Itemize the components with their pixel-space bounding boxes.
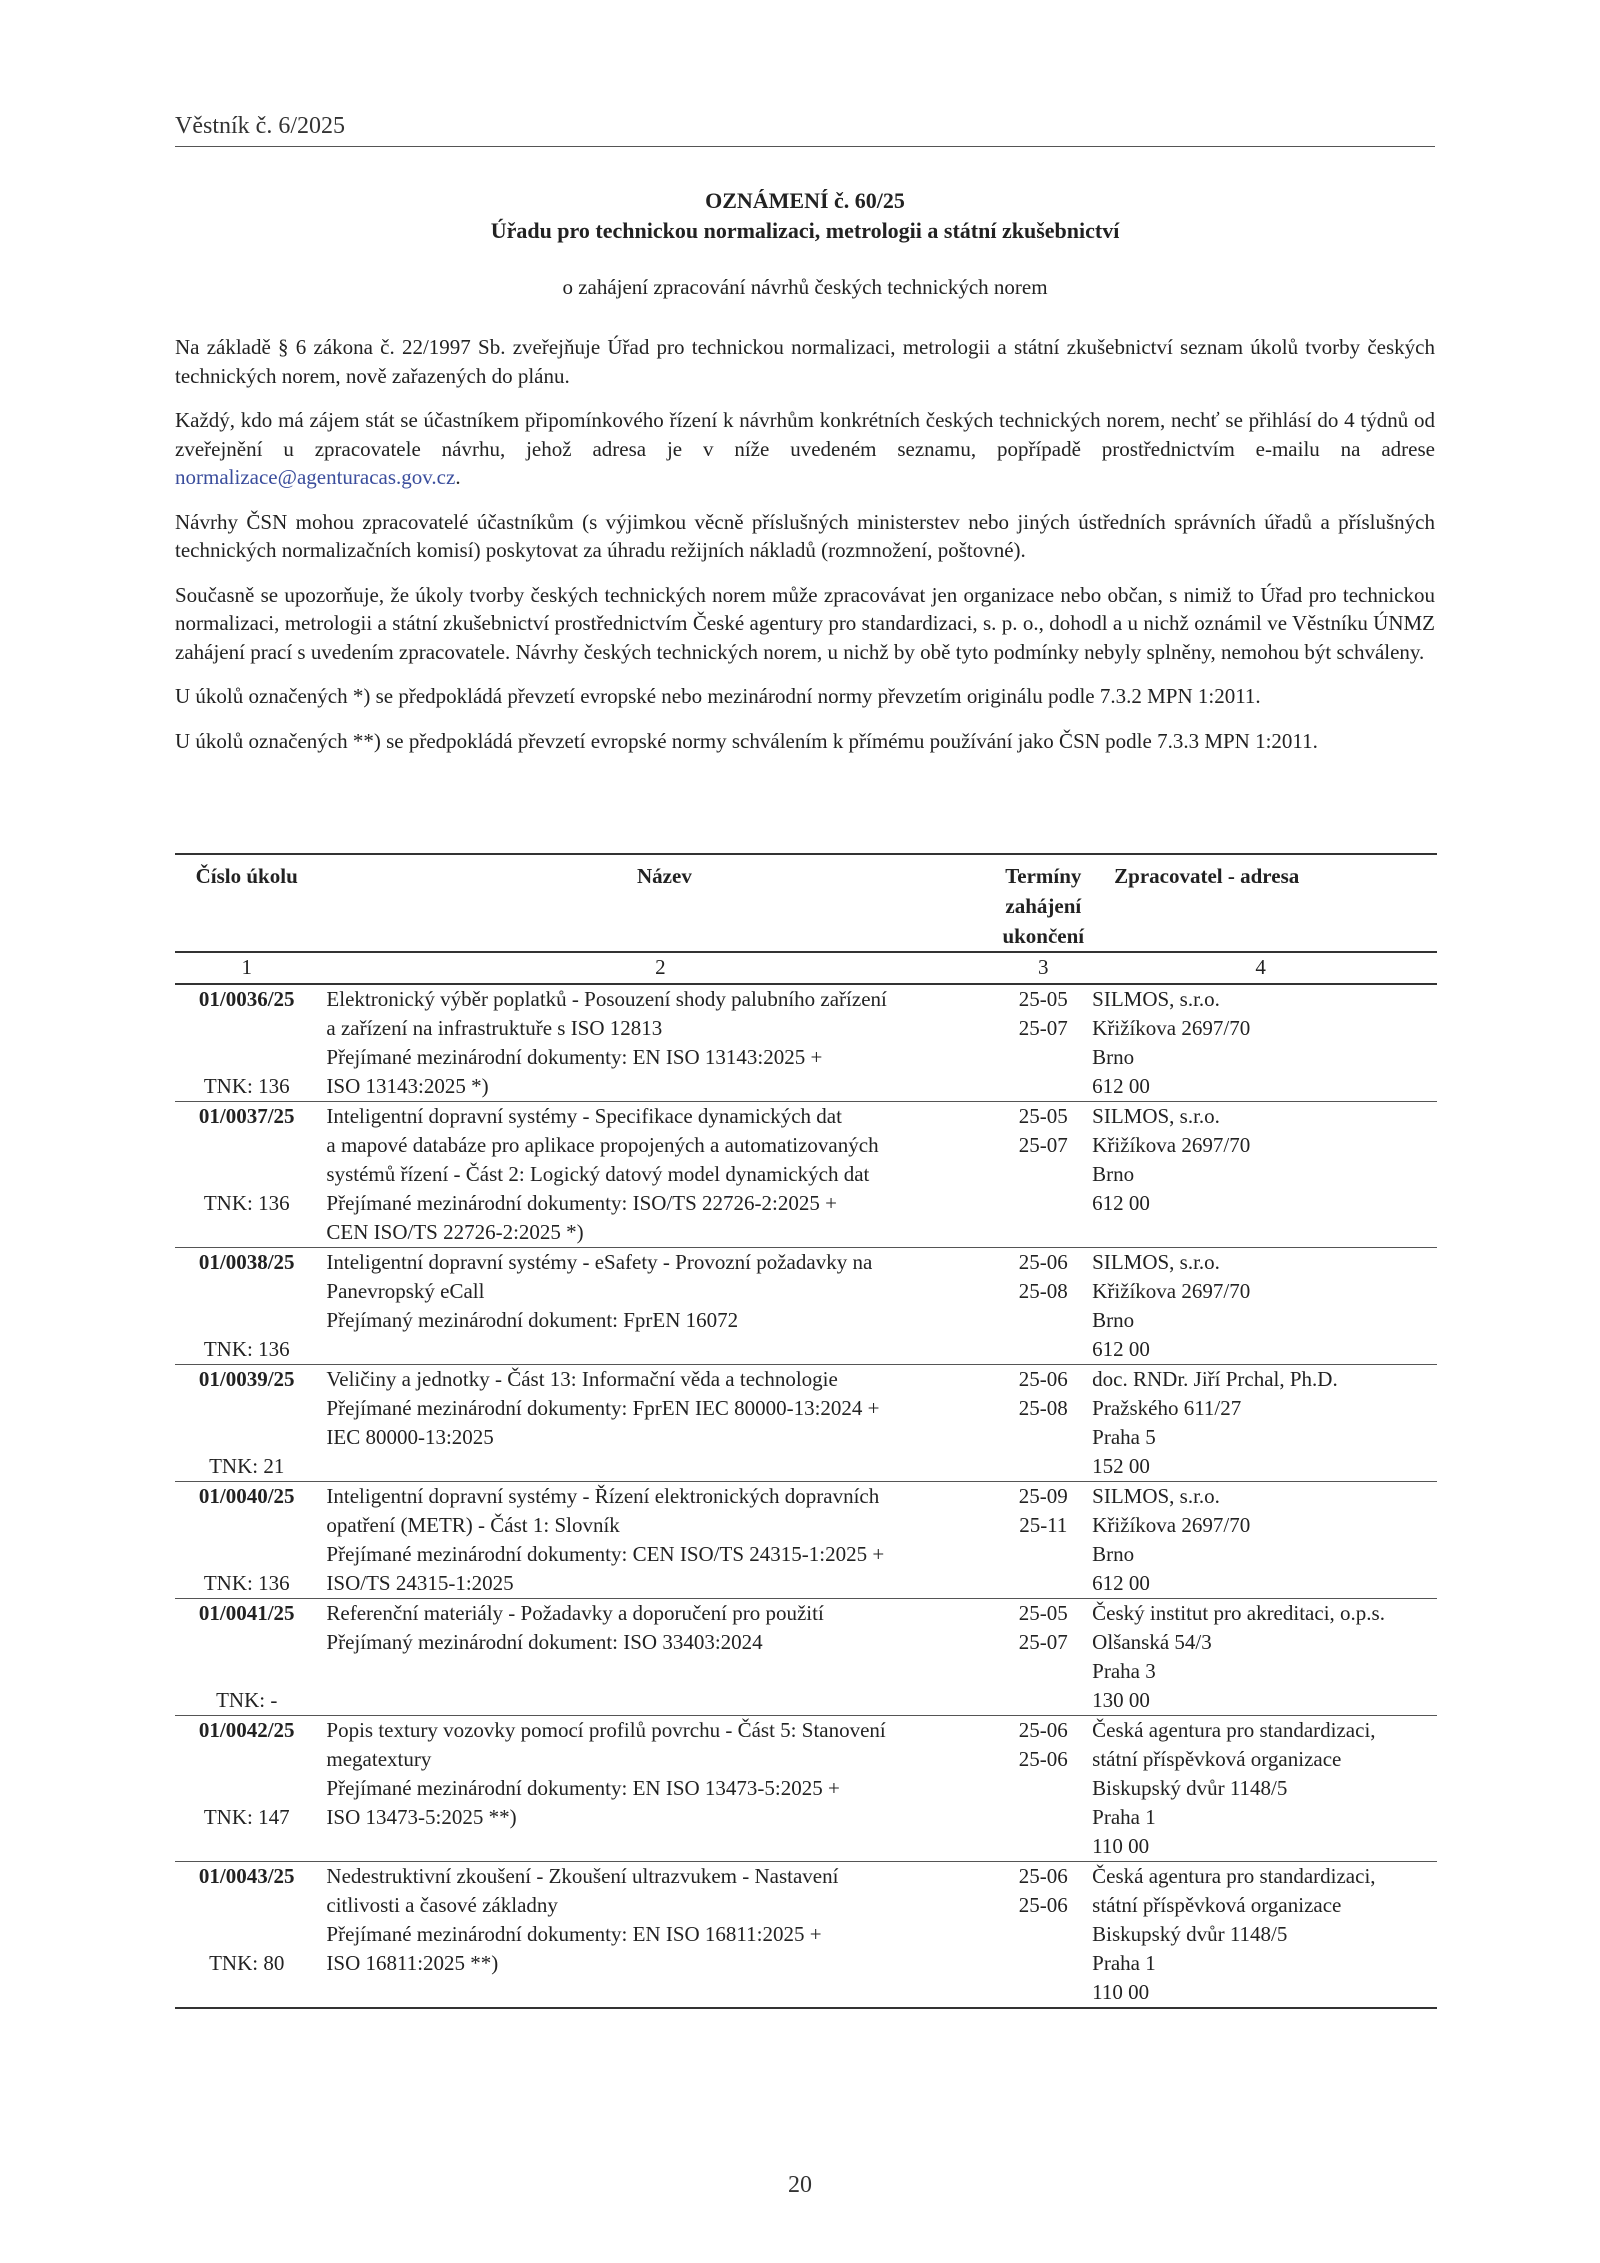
task-title-line: Nedestruktivní zkoušení - Zkoušení ultrazvukem - Nastavení (326, 1864, 839, 1888)
task-title-cell (318, 1365, 1002, 1482)
tnk-code: TNK: 147 (203, 1805, 290, 1829)
term-end: 25-07 (1018, 1133, 1068, 1157)
term-start: 25-09 (1018, 1484, 1068, 1508)
tnk-code: TNK: 136 (203, 1074, 290, 1098)
task-title-cell (318, 1599, 1002, 1716)
task-title-line: Přejímaný mezinárodní dokument: ISO 33403:2024 (326, 1630, 763, 1654)
task-terms-cell (1002, 1365, 1084, 1482)
address-line: 612 00 (1092, 1571, 1150, 1595)
notice-title-block (175, 186, 1435, 302)
task-title-line: Přejímané mezinárodní dokumenty: ISO/TS 22726-2:2025 + (326, 1191, 837, 1215)
paragraph-participation-text: Každý, kdo má zájem stát se účastníkem připomínkového řízení k návrhům konkrétních českých technických norem, nechť se přihlásí do 4 týdnů od zveřejnění u zpracovatele návrhu, jehož adresa je v níže uvedeném seznamu, popřípadě prostřednictvím e-mailu na adrese (175, 408, 1435, 461)
table-row (175, 984, 1437, 1102)
address-line: Pražského 611/27 (1092, 1396, 1242, 1420)
spacer (175, 1540, 318, 1569)
task-title-line: a mapové databáze pro aplikace propojených a automatizovaných (326, 1133, 879, 1157)
table-row (175, 1365, 1437, 1482)
address-line: 130 00 (1092, 1688, 1150, 1712)
spacer (175, 1745, 318, 1774)
address-line: státní příspěvková organizace (1092, 1747, 1342, 1771)
task-title-line: systémů řízení - Část 2: Logický datový model dynamických dat (326, 1162, 870, 1186)
task-terms-cell (1002, 1716, 1084, 1862)
tnk-code: TNK: 21 (209, 1454, 285, 1478)
task-title-line: megatextury (326, 1747, 432, 1771)
table-header-row (175, 854, 1437, 952)
paragraph-participation (175, 406, 1435, 492)
address-line: 612 00 (1092, 1191, 1150, 1215)
address-line: Olšanská 54/3 (1092, 1630, 1212, 1654)
task-id: 01/0042/25 (198, 1718, 295, 1742)
task-title-cell (318, 1862, 1002, 2009)
column-number: 2 (318, 952, 1002, 984)
notice-subtitle: o zahájení zpracování návrhů českých technických norem (562, 275, 1048, 299)
task-terms-cell (1002, 984, 1084, 1102)
task-title-cell (318, 1482, 1002, 1599)
term-end: 25-06 (1018, 1893, 1068, 1917)
task-id-cell (175, 1862, 318, 2009)
address-line: Křižíkova 2697/70 (1092, 1133, 1251, 1157)
address-line: SILMOS, s.r.o. (1092, 1484, 1220, 1508)
task-title-cell (318, 1716, 1002, 1862)
paragraph-legal-basis: Na základě § 6 zákona č. 22/1997 Sb. zveřejňuje Úřad pro technickou normalizaci, metrologii a státní zkušebnictví seznam úkolů tvorby českých technických norem, nově zařazených do plánu. (175, 335, 1435, 388)
spacer (175, 1131, 318, 1160)
address-line: Praha 3 (1092, 1659, 1156, 1683)
task-id: 01/0041/25 (198, 1601, 295, 1625)
task-id-cell (175, 1482, 318, 1599)
task-title-line: Přejímané mezinárodní dokumenty: FprEN IEC 80000-13:2024 + (326, 1396, 880, 1420)
task-title-line: opatření (METR) - Část 1: Slovník (326, 1513, 620, 1537)
spacer (175, 1014, 318, 1043)
table-row (175, 1716, 1437, 1862)
task-id: 01/0043/25 (198, 1864, 295, 1888)
spacer (175, 1306, 318, 1335)
task-id-cell (175, 1716, 318, 1862)
task-terms-cell (1002, 1482, 1084, 1599)
address-line: 110 00 (1092, 1834, 1150, 1858)
notice-title: OZNÁMENÍ č. 60/25 (705, 188, 905, 213)
address-line: Brno (1092, 1542, 1135, 1566)
spacer (175, 1394, 318, 1423)
spacer (175, 1657, 318, 1686)
task-title-line: Elektronický výběr poplatků - Posouzení shody palubního zařízení (326, 987, 887, 1011)
task-title-line: Inteligentní dopravní systémy - eSafety - Provozní požadavky na (326, 1250, 873, 1274)
address-line: 612 00 (1092, 1074, 1150, 1098)
term-end: 25-11 (1019, 1513, 1068, 1537)
address-line: Česká agentura pro standardizaci, (1092, 1864, 1376, 1888)
term-start: 25-05 (1018, 1104, 1068, 1128)
task-title-cell (318, 1248, 1002, 1365)
header-terms (1002, 854, 1084, 952)
page-number: 20 (788, 2172, 812, 2198)
task-title-line: IEC 80000-13:2025 (326, 1425, 494, 1449)
spacer (175, 1160, 318, 1189)
task-title-line: Přejímané mezinárodní dokumenty: EN ISO 13473-5:2025 + (326, 1776, 840, 1800)
email-link[interactable]: normalizace@agenturacas.gov.cz (175, 465, 456, 489)
header-title: Název (637, 864, 692, 888)
spacer (175, 1920, 318, 1949)
paragraph-conditions: Současně se upozorňuje, že úkoly tvorby českých technických norem může zpracovávat jen organizace nebo občan, s nimiž to Úřad pro technickou normalizaci, metrologii a státní zkušebnictví prostřednictvím České agentury pro standardizaci, s. p. o., dohodl a u nichž oznámil ve Věstníku ÚNMZ zahájení prací s uvedením zpracovatele. Návrhy českých technických norem, u nichž by obě tyto podmínky nebyly splněny, nemohou být schváleny. (175, 582, 1435, 664)
task-title-line: Referenční materiály - Požadavky a doporučení pro použití (326, 1601, 824, 1625)
spacer (175, 1277, 318, 1306)
task-title-line: Panevropský eCall (326, 1279, 485, 1303)
spacer (175, 1891, 318, 1920)
task-rows (175, 984, 1437, 2008)
task-terms-cell (1002, 1248, 1084, 1365)
processor-address-cell (1084, 1482, 1437, 1599)
processor-address-cell (1084, 1716, 1437, 1862)
task-title-line: Přejímané mezinárodní dokumenty: CEN ISO/TS 24315-1:2025 + (326, 1542, 885, 1566)
address-line: Praha 5 (1092, 1425, 1156, 1449)
address-line: doc. RNDr. Jiří Prchal, Ph.D. (1092, 1367, 1338, 1391)
header-processor-address: Zpracovatel - adresa (1114, 864, 1300, 888)
task-title-line: Přejímané mezinárodní dokumenty: EN ISO 16811:2025 + (326, 1922, 822, 1946)
task-id: 01/0038/25 (198, 1250, 295, 1274)
term-end: 25-07 (1018, 1630, 1068, 1654)
tnk-code: TNK: 136 (203, 1337, 290, 1361)
address-line: Praha 1 (1092, 1805, 1156, 1829)
task-title-line: Inteligentní dopravní systémy - Specifikace dynamických dat (326, 1104, 842, 1128)
spacer (175, 1423, 318, 1452)
term-start: 25-05 (1018, 1601, 1068, 1625)
processor-address-cell (1084, 1862, 1437, 2009)
term-end: 25-07 (1018, 1016, 1068, 1040)
term-end: 25-06 (1018, 1747, 1068, 1771)
paragraph-note-double-star: U úkolů označených **) se předpokládá převzetí evropské normy schválením k přímému používání jako ČSN podle 7.3.3 MPN 1:2011. (175, 728, 1318, 753)
spacer (175, 1774, 318, 1803)
spacer (175, 1511, 318, 1540)
table-row (175, 1862, 1437, 2009)
header-terms-line: zahájení (1005, 894, 1082, 918)
table-row (175, 1482, 1437, 1599)
address-line: 612 00 (1092, 1337, 1150, 1361)
notice-body (175, 333, 1435, 771)
task-title-line: ISO 13473-5:2025 **) (326, 1805, 517, 1829)
task-title-line: Popis textury vozovky pomocí profilů povrchu - Část 5: Stanovení (326, 1718, 886, 1742)
processor-address-cell (1084, 1102, 1437, 1248)
address-line: Česká agentura pro standardizaci, (1092, 1718, 1376, 1742)
task-title-line: Přejímané mezinárodní dokumenty: EN ISO 13143:2025 + (326, 1045, 823, 1069)
tnk-code: TNK: 136 (203, 1571, 290, 1595)
address-line: Biskupský dvůr 1148/5 (1092, 1922, 1288, 1946)
task-title-line: ISO 13143:2025 *) (326, 1074, 489, 1098)
running-title: Věstník č. 6/2025 (175, 113, 345, 139)
tnk-code: TNK: 136 (203, 1191, 290, 1215)
address-line: Brno (1092, 1308, 1135, 1332)
spacer (175, 1628, 318, 1657)
address-line: Brno (1092, 1162, 1135, 1186)
task-id: 01/0039/25 (198, 1367, 295, 1391)
task-id-cell (175, 1102, 318, 1248)
header-task-number: Číslo úkolu (195, 864, 298, 888)
task-id-cell (175, 984, 318, 1102)
column-number-row (175, 952, 1437, 984)
address-line: Křižíkova 2697/70 (1092, 1513, 1251, 1537)
task-title-line: CEN ISO/TS 22726-2:2025 *) (326, 1220, 584, 1244)
address-line: SILMOS, s.r.o. (1092, 1104, 1220, 1128)
header-terms-line: ukončení (1002, 924, 1085, 948)
task-id-cell (175, 1599, 318, 1716)
spacer (175, 1043, 318, 1072)
address-line: Biskupský dvůr 1148/5 (1092, 1776, 1288, 1800)
tnk-code: TNK: 80 (209, 1951, 285, 1975)
term-start: 25-06 (1018, 1864, 1068, 1888)
processor-address-cell (1084, 1248, 1437, 1365)
task-id: 01/0036/25 (198, 987, 295, 1011)
task-terms-cell (1002, 1102, 1084, 1248)
column-number: 3 (1002, 952, 1084, 984)
address-line: SILMOS, s.r.o. (1092, 1250, 1220, 1274)
column-number: 1 (175, 952, 318, 984)
task-title-line: citlivosti a časové základny (326, 1893, 558, 1917)
term-start: 25-06 (1018, 1367, 1068, 1391)
task-title-line: Inteligentní dopravní systémy - Řízení elektronických dopravních (326, 1484, 880, 1508)
tasks-table (175, 853, 1437, 2009)
task-title-line: Přejímaný mezinárodní dokument: FprEN 16072 (326, 1308, 739, 1332)
address-line: Praha 1 (1092, 1951, 1156, 1975)
task-title-line: ISO 16811:2025 **) (326, 1951, 499, 1975)
term-start: 25-06 (1018, 1718, 1068, 1742)
tnk-code: TNK: - (216, 1688, 278, 1712)
task-title-cell (318, 984, 1002, 1102)
address-line: státní příspěvková organizace (1092, 1893, 1342, 1917)
table-row (175, 1102, 1437, 1248)
term-start: 25-05 (1018, 987, 1068, 1011)
address-line: Křižíkova 2697/70 (1092, 1016, 1251, 1040)
task-title-cell (318, 1102, 1002, 1248)
task-id: 01/0037/25 (198, 1104, 295, 1128)
address-line: Křižíkova 2697/70 (1092, 1279, 1251, 1303)
task-id-cell (175, 1248, 318, 1365)
task-title-line: Veličiny a jednotky - Část 13: Informační věda a technologie (326, 1367, 838, 1391)
column-number: 4 (1084, 952, 1437, 984)
task-id: 01/0040/25 (198, 1484, 295, 1508)
notice-issuer: Úřadu pro technickou normalizaci, metrologii a státní zkušebnictví (490, 218, 1120, 243)
header-rule (175, 146, 1435, 147)
processor-address-cell (1084, 1599, 1437, 1716)
term-start: 25-06 (1018, 1250, 1068, 1274)
task-terms-cell (1002, 1862, 1084, 2009)
table-row (175, 1248, 1437, 1365)
task-terms-cell (1002, 1599, 1084, 1716)
address-line: SILMOS, s.r.o. (1092, 987, 1220, 1011)
processor-address-cell (1084, 984, 1437, 1102)
paragraph-participation-end: . (455, 465, 461, 489)
address-line: 110 00 (1092, 1980, 1150, 2004)
task-title-line: a zařízení na infrastruktuře s ISO 12813 (326, 1016, 663, 1040)
table-row (175, 1599, 1437, 1716)
processor-address-cell (1084, 1365, 1437, 1482)
term-end: 25-08 (1018, 1396, 1068, 1420)
paragraph-note-single-star: U úkolů označených *) se předpokládá převzetí evropské nebo mezinárodní normy převzetím originálu podle 7.3.2 MPN 1:2011. (175, 684, 1261, 708)
address-line: 152 00 (1092, 1454, 1150, 1478)
task-id-cell (175, 1365, 318, 1482)
address-line: Brno (1092, 1045, 1135, 1069)
paragraph-fees: Návrhy ČSN mohou zpracovatelé účastníkům (s výjimkou věcně příslušných ministerstev nebo jiných ústředních správních úřadů a příslušných technických normalizačních komisí) poskytovat za úhradu režijních nákladů (rozmnožení, poštovné). (175, 509, 1435, 562)
header-terms-line: Termíny (1005, 864, 1082, 888)
term-end: 25-08 (1018, 1279, 1068, 1303)
task-title-line: ISO/TS 24315-1:2025 (326, 1571, 514, 1595)
address-line: Český institut pro akreditaci, o.p.s. (1092, 1601, 1385, 1625)
